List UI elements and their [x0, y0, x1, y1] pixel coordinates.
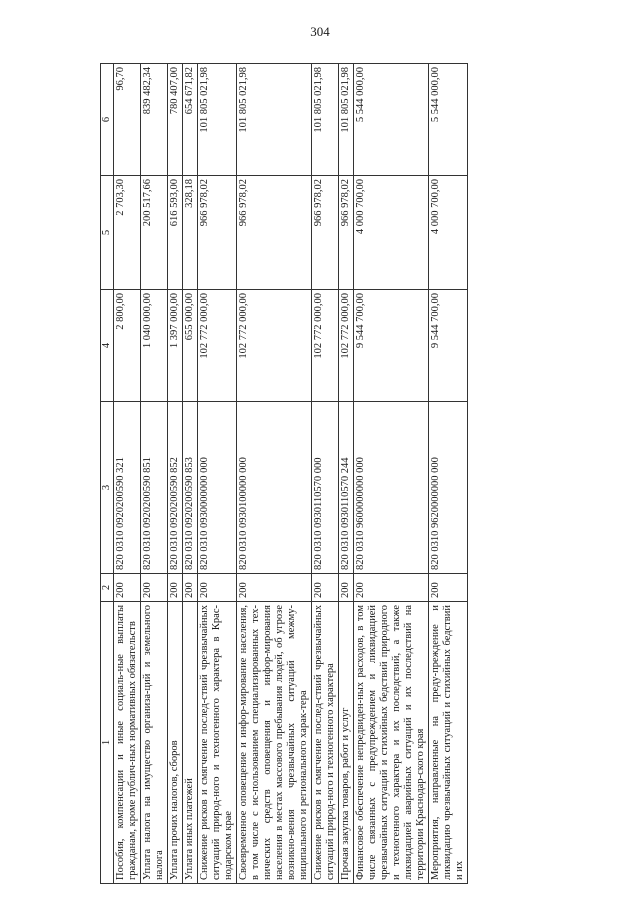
row-executed-cell: 966 978,02 [237, 176, 312, 290]
row-code-cell: 200 [237, 574, 312, 602]
row-executed-cell: 966 978,02 [339, 176, 354, 290]
row-code-cell: 200 [198, 574, 237, 602]
row-plan-cell: 102 772 000,00 [312, 290, 339, 402]
row-classification-cell: 820 0310 9600000000 000 [354, 402, 429, 574]
row-plan-cell: 102 772 000,00 [198, 290, 237, 402]
row-remainder-cell: 5 544 000,00 [429, 64, 468, 176]
header-row [101, 64, 114, 884]
row-code-cell: 200 [354, 574, 429, 602]
row-code-cell: 200 [168, 574, 183, 602]
row-remainder-cell: 101 805 021,98 [312, 64, 339, 176]
rotated-table-page [100, 64, 576, 884]
row-executed-cell: 616 593,00 [168, 176, 183, 290]
header-cell: 2 [101, 574, 114, 602]
row-executed-cell: 4 000 700,00 [354, 176, 429, 290]
budget-table [100, 63, 468, 884]
table-container [100, 64, 576, 884]
row-name-cell: Прочая закупка товаров, работ и услуг [339, 602, 354, 884]
row-classification-cell: 820 0310 0930110570 000 [312, 402, 339, 574]
row-classification-cell: 820 0310 0930110570 244 [339, 402, 354, 574]
row-name-cell: Уплата налога на имущество организа-ций и земельного налога [141, 602, 168, 884]
header-cell: 1 [101, 602, 114, 884]
table-row [339, 64, 354, 884]
table-row [198, 64, 237, 884]
row-classification-cell: 820 0310 0920200590 851 [141, 402, 168, 574]
row-remainder-cell: 96,70 [114, 64, 141, 176]
row-code-cell: 200 [183, 574, 198, 602]
row-classification-cell: 820 0310 9620000000 000 [429, 402, 468, 574]
row-executed-cell: 328,18 [183, 176, 198, 290]
header-cell: 3 [101, 402, 114, 574]
row-remainder-cell: 780 407,00 [168, 64, 183, 176]
row-remainder-cell: 654 671,82 [183, 64, 198, 176]
row-remainder-cell: 101 805 021,98 [339, 64, 354, 176]
row-executed-cell: 966 978,02 [198, 176, 237, 290]
row-plan-cell: 9 544 700,00 [429, 290, 468, 402]
row-classification-cell: 820 0310 0920200590 852 [168, 402, 183, 574]
row-code-cell: 200 [114, 574, 141, 602]
row-plan-cell: 102 772 000,00 [237, 290, 312, 402]
row-name-cell: Финансовое обеспечение непредвиден-ных расходов, в том числе связанных с предупреждением и ликвидацией чрезвычайных ситуаций и стихийных бедствий природного и техногенного характера и их последствий, а также ликвидацией аварийных ситуаций и их последствий на территории Краснодар-ского края [354, 602, 429, 884]
table-row [237, 64, 312, 884]
table-row [354, 64, 429, 884]
row-plan-cell: 102 772 000,00 [339, 290, 354, 402]
row-plan-cell: 2 800,00 [114, 290, 141, 402]
row-code-cell: 200 [141, 574, 168, 602]
row-executed-cell: 4 000 700,00 [429, 176, 468, 290]
row-remainder-cell: 5 544 000,00 [354, 64, 429, 176]
table-row [312, 64, 339, 884]
row-code-cell: 200 [429, 574, 468, 602]
table-row [168, 64, 183, 884]
row-name-cell: Своевременное оповещение и инфор-мирование населения, в том числе с ис-пользованием специализированных тех-нических средств оповещения и инфор-мирования населения в местах массового пребывания людей, об угрозе возникно-вения чрезвычайных ситуаций межму-ниципального и регионального харак-тера [237, 602, 312, 884]
row-classification-cell: 820 0310 0930000000 000 [198, 402, 237, 574]
row-name-cell: Пособия, компенсации и иные социаль-ные выплаты гражданам, кроме публич-ных нормативных обязательств [114, 602, 141, 884]
row-executed-cell: 2 703,30 [114, 176, 141, 290]
header-cell: 4 [101, 290, 114, 402]
row-plan-cell: 1 040 000,00 [141, 290, 168, 402]
row-remainder-cell: 101 805 021,98 [198, 64, 237, 176]
row-plan-cell: 9 544 700,00 [354, 290, 429, 402]
row-classification-cell: 820 0310 0920200590 853 [183, 402, 198, 574]
row-plan-cell: 655 000,00 [183, 290, 198, 402]
row-executed-cell: 200 517,66 [141, 176, 168, 290]
table-row [183, 64, 198, 884]
row-executed-cell: 966 978,02 [312, 176, 339, 290]
header-cell: 6 [101, 64, 114, 176]
row-classification-cell: 820 0310 0930100000 000 [237, 402, 312, 574]
row-code-cell: 200 [339, 574, 354, 602]
row-remainder-cell: 101 805 021,98 [237, 64, 312, 176]
row-code-cell: 200 [312, 574, 339, 602]
header-cell: 5 [101, 176, 114, 290]
table-row [429, 64, 468, 884]
table-row [114, 64, 141, 884]
row-plan-cell: 1 397 000,00 [168, 290, 183, 402]
row-name-cell: Снижение рисков и смягчение послед-ствий чрезвычайных ситуаций природ-ного и техногенного характера [312, 602, 339, 884]
table-row [141, 64, 168, 884]
row-name-cell: Мероприятия, направленные на преду-преждение и ликвидацию чрезвычайных ситуаций и стихийных бедствий и их [429, 602, 468, 884]
row-remainder-cell: 839 482,34 [141, 64, 168, 176]
row-name-cell: Снижение рисков и смягчение послед-ствий чрезвычайных ситуаций природ-ного и техногенного характера в Крас-нодарском крае [198, 602, 237, 884]
page-number: 304 [310, 24, 330, 39]
row-classification-cell: 820 0310 0920200590 321 [114, 402, 141, 574]
row-name-cell: Уплата прочих налогов, сборов [168, 602, 183, 884]
row-name-cell: Уплата иных платежей [183, 602, 198, 884]
